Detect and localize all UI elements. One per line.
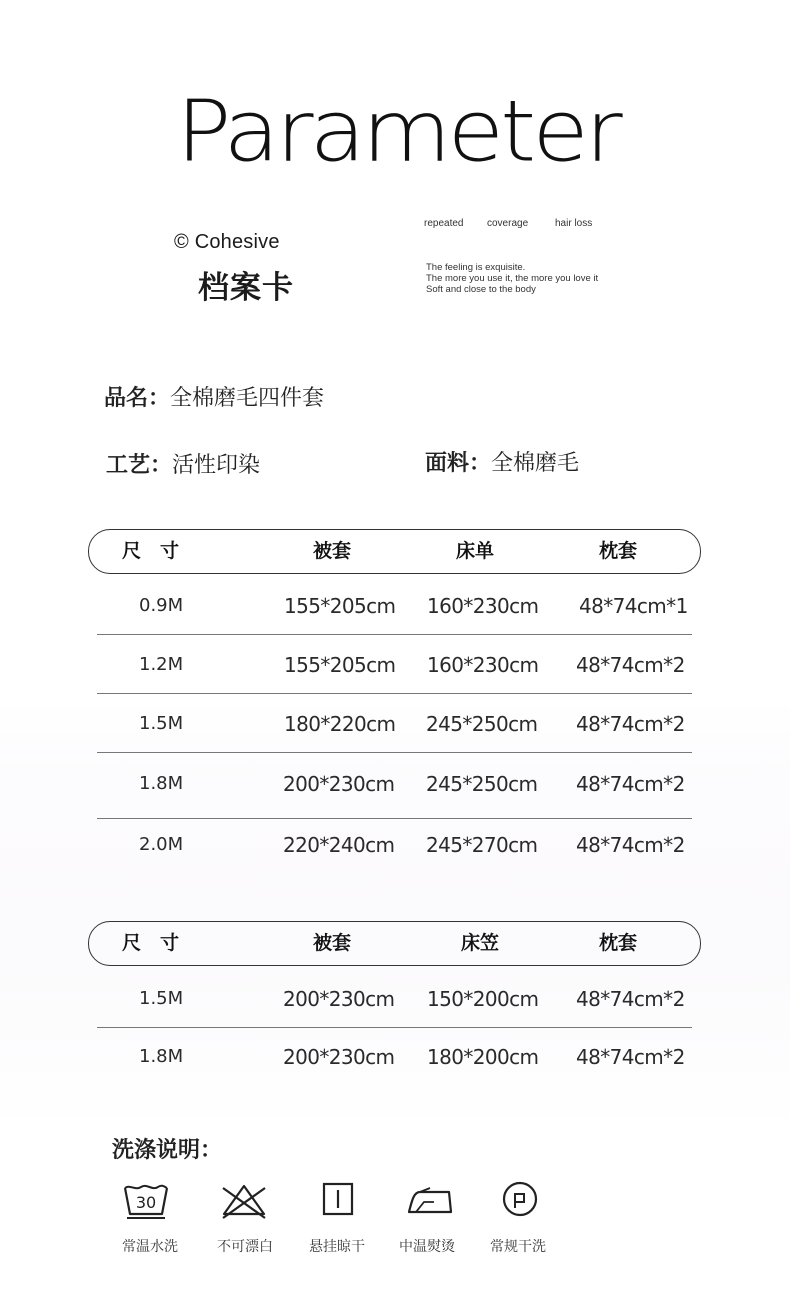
table-row: [97, 695, 692, 753]
table1-header-size: 尺 寸: [122, 540, 180, 562]
table-cell-pillowcase: 48*74cm*1: [579, 594, 688, 618]
tagline-line-1: The feeling is exquisite.: [426, 262, 526, 273]
table1-header: [88, 529, 701, 574]
tag-hair-loss: hair loss: [555, 218, 593, 229]
product-name-line: [104, 381, 324, 412]
card-title: 档案卡: [198, 270, 294, 306]
product-name-key: 品名：: [104, 386, 171, 411]
tag-coverage: coverage: [487, 218, 529, 229]
tagline: [426, 262, 598, 295]
no-bleach-icon: [220, 1180, 268, 1220]
table-cell-size: 1.5M: [139, 988, 184, 1009]
table-cell-size: 1.8M: [139, 1046, 184, 1067]
table-cell-sheet: 245*270cm: [426, 833, 538, 857]
table-cell-pillowcase: 48*74cm*2: [576, 1045, 685, 1069]
wash-label-iron-medium: 中温熨烫: [399, 1239, 455, 1255]
fabric-key: 面料：: [425, 451, 492, 476]
table-cell-sheet: 160*230cm: [427, 594, 539, 618]
table-cell-pillowcase: 48*74cm*2: [576, 653, 685, 677]
table1-header-duvet: 被套: [313, 540, 352, 562]
table-cell-duvet: 200*230cm: [283, 1045, 395, 1069]
table-cell-sheet: 245*250cm: [426, 712, 538, 736]
product-name-value: 全棉磨毛四件套: [170, 386, 325, 411]
table-cell-size: 1.8M: [139, 773, 184, 794]
fabric-value: 全棉磨毛: [491, 451, 580, 476]
wash-30-icon: [122, 1180, 170, 1220]
tagline-line-2: The more you use it, the more you love it: [426, 273, 599, 284]
table-cell-size: 1.2M: [139, 654, 184, 675]
wash-label-line-dry: 悬挂晾干: [309, 1239, 365, 1255]
line-dry-icon: [314, 1180, 362, 1220]
tagline-line-3: Soft and close to the body: [426, 284, 536, 295]
table-cell-duvet: 180*220cm: [284, 712, 396, 736]
table-cell-duvet: 200*230cm: [283, 987, 395, 1011]
table-cell-sheet: 160*230cm: [427, 653, 539, 677]
page-title: Parameter: [176, 82, 619, 181]
tag-repeated: repeated: [424, 218, 464, 229]
table1-header-pillowcase: 枕套: [599, 540, 638, 562]
craft-line: [106, 448, 260, 479]
table-row: [97, 970, 692, 1028]
table-cell-duvet: 220*240cm: [283, 833, 395, 857]
table-cell-size: 2.0M: [139, 834, 184, 855]
table-cell-pillowcase: 48*74cm*2: [576, 987, 685, 1011]
table1-header-sheet: 床单: [456, 540, 495, 562]
table-row: [97, 577, 692, 635]
wash-label-normal-wash: 常温水洗: [122, 1239, 178, 1255]
table2-header-fitted-sheet: 床笠: [461, 932, 500, 954]
brand-name: © Cohesive: [174, 231, 280, 253]
table2-header-duvet: 被套: [313, 932, 352, 954]
table-cell-sheet: 245*250cm: [426, 772, 538, 796]
dry-clean-icon: [496, 1180, 544, 1220]
table-cell-fitted-sheet: 180*200cm: [427, 1045, 539, 1069]
table2-header-pillowcase: 枕套: [599, 932, 638, 954]
table2-header-size: 尺 寸: [122, 932, 180, 954]
wash-label-dry-clean: 常规干洗: [490, 1239, 546, 1255]
table-row: [97, 636, 692, 694]
table-cell-size: 0.9M: [139, 595, 184, 616]
craft-key: 工艺：: [106, 453, 173, 478]
table-cell-pillowcase: 48*74cm*2: [576, 772, 685, 796]
table-cell-size: 1.5M: [139, 713, 184, 734]
wash-label-no-bleach: 不可漂白: [217, 1239, 273, 1255]
fabric-line: [425, 446, 579, 477]
table-cell-duvet: 155*205cm: [284, 653, 396, 677]
craft-value: 活性印染: [172, 453, 261, 478]
table-cell-duvet: 200*230cm: [283, 772, 395, 796]
table-row: [97, 1028, 692, 1086]
table-cell-duvet: 155*205cm: [284, 594, 396, 618]
table-row: [97, 816, 692, 874]
iron-medium-icon: [406, 1180, 454, 1220]
wash-title: 洗涤说明：: [112, 1138, 223, 1163]
wash-temp-label: 30: [135, 1193, 157, 1212]
table2-header: [88, 921, 701, 966]
table-row: [97, 755, 692, 819]
table-cell-pillowcase: 48*74cm*2: [576, 833, 685, 857]
table-cell-pillowcase: 48*74cm*2: [576, 712, 685, 736]
table-cell-fitted-sheet: 150*200cm: [427, 987, 539, 1011]
